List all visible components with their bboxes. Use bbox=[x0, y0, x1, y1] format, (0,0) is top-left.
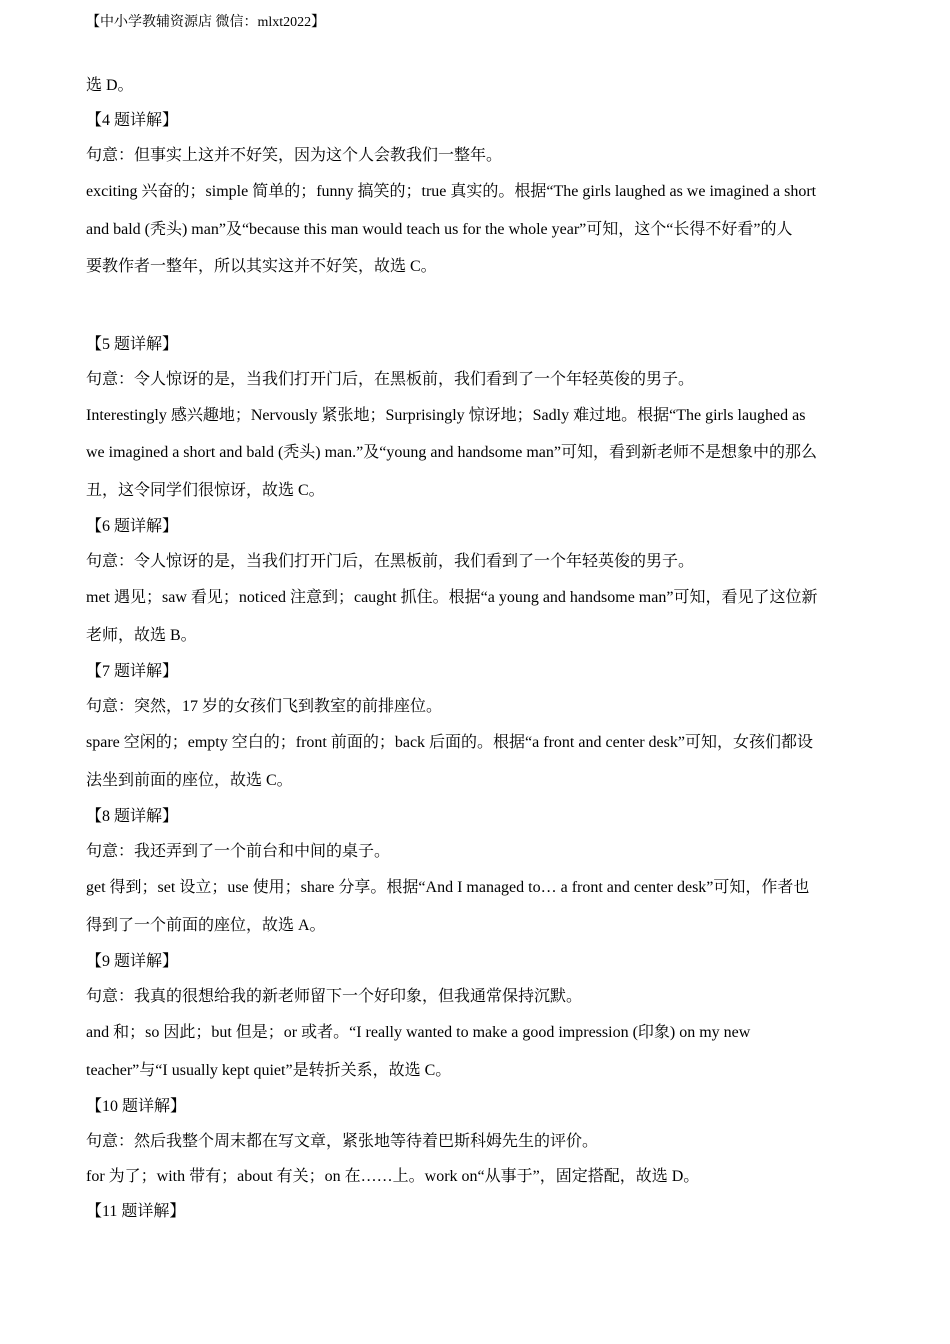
sentence-meaning: 句意：但事实上这并不好笑，因为这个人会教我们一整年。 bbox=[86, 147, 503, 164]
explanation-line: for 为了；with 带有；about 有关；on 在……上。work on“从事于”，固定搭配，故选 D。 bbox=[86, 1168, 700, 1185]
question-heading: 【9 题详解】 bbox=[86, 953, 179, 970]
page-header-watermark: 【中小学教辅资源店 微信：mlxt2022】 bbox=[86, 15, 326, 30]
sentence-meaning: 句意：我真的很想给我的新老师留下一个好印象，但我通常保持沉默。 bbox=[86, 988, 583, 1005]
question-heading: 【8 题详解】 bbox=[86, 808, 179, 825]
question-heading: 【4 题详解】 bbox=[86, 112, 179, 129]
explanation-line: 得到了一个前面的座位，故选 A。 bbox=[86, 916, 326, 934]
question-heading: 【10 题详解】 bbox=[86, 1098, 187, 1115]
paragraph-gap bbox=[86, 286, 864, 327]
explanation-line: get 得到；set 设立；use 使用；share 分享。根据“And I managed to… a front and center desk”可知，作者也 bbox=[86, 879, 810, 896]
explanation-line: met 遇见；saw 看见；noticed 注意到；caught 抓住。根据“a young and handsome man”可知，看见了这位新 bbox=[86, 589, 818, 606]
text-line: 选 D。 bbox=[86, 77, 134, 94]
explanation-line: 要教作者一整年，所以其实这并不好笑，故选 C。 bbox=[86, 258, 437, 275]
explanation-line: and 和；so 因此；but 但是；or 或者。“I really wanted to make a good impression (印象) on my new bbox=[86, 1024, 751, 1041]
explanation-line: 老师，故选 B。 bbox=[86, 626, 197, 644]
sentence-meaning: 句意：令人惊讶的是，当我们打开门后，在黑板前，我们看到了一个年轻英俊的男子。 bbox=[86, 370, 695, 388]
explanation-line: we imagined a short and bald (秃头) man.”及“young and handsome man”可知，看到新老师不是想象中的那么 bbox=[86, 444, 817, 461]
question-heading: 【7 题详解】 bbox=[86, 663, 179, 680]
explanation-line: 法坐到前面的座位，故选 C。 bbox=[86, 771, 293, 789]
question-heading: 【5 题详解】 bbox=[86, 335, 179, 353]
explanation-line: teacher”与“I usually kept quiet”是转折关系，故选 C。 bbox=[86, 1061, 452, 1079]
sentence-meaning: 句意：突然，17 岁的女孩们飞到教室的前排座位。 bbox=[86, 698, 443, 715]
explanation-line: 丑，这令同学们很惊讶，故选 C。 bbox=[86, 481, 325, 499]
explanation-line: Interestingly 感兴趣地；Nervously 紧张地；Surprisingly 惊讶地；Sadly 难过地。根据“The girls laughed as bbox=[86, 406, 806, 424]
sentence-meaning: 句意：然后我整个周末都在写文章，紧张地等待着巴斯科姆先生的评价。 bbox=[86, 1133, 599, 1150]
explanation-line: exciting 兴奋的；simple 简单的；funny 搞笑的；true 真实的。根据“The girls laughed as we imagined a short bbox=[86, 183, 817, 200]
sentence-meaning: 句意：令人惊讶的是，当我们打开门后，在黑板前，我们看到了一个年轻英俊的男子。 bbox=[86, 553, 695, 570]
question-heading: 【6 题详解】 bbox=[86, 518, 179, 535]
sentence-meaning: 句意：我还弄到了一个前台和中间的桌子。 bbox=[86, 843, 391, 860]
document-body bbox=[86, 68, 864, 1229]
explanation-line: spare 空闲的；empty 空白的；front 前面的；back 后面的。根据“a front and center desk”可知，女孩们都设 bbox=[86, 734, 813, 751]
question-heading: 【11 题详解】 bbox=[86, 1203, 186, 1220]
explanation-line: and bald (秃头) man”及“because this man would teach us for the whole year”可知，这个“长得不好看”的人 bbox=[86, 220, 793, 238]
